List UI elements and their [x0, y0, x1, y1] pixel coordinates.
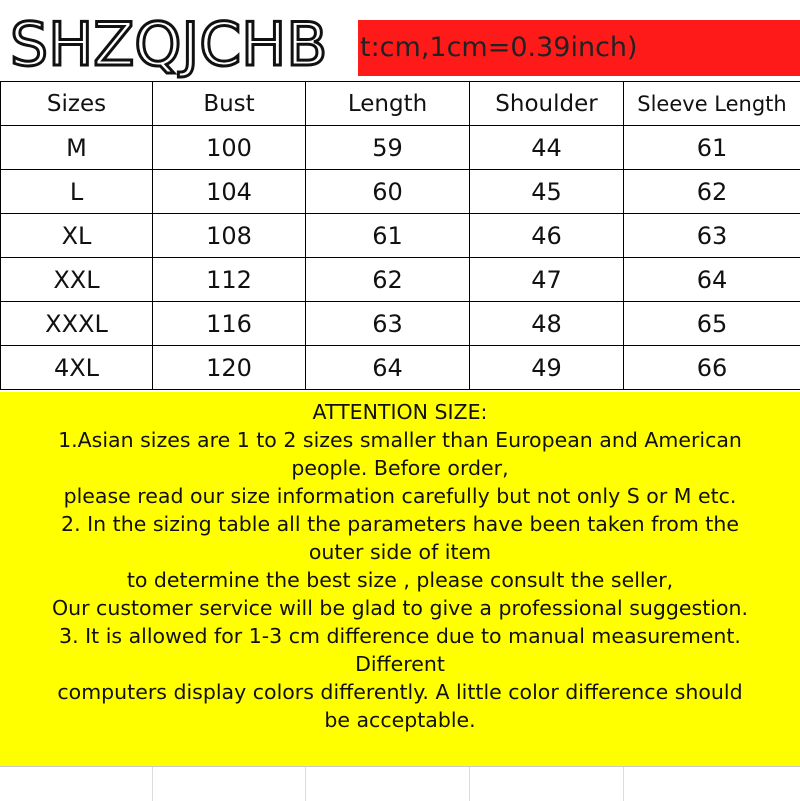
unit-banner	[358, 20, 800, 76]
cell-size: XXXL	[1, 302, 153, 346]
table-row	[1, 214, 800, 258]
cell-size: XL	[1, 214, 153, 258]
size-chart-table	[0, 81, 800, 390]
cell-sleeve-length: 61	[624, 126, 800, 170]
cell-sleeve-length: 65	[624, 302, 800, 346]
table-row	[1, 258, 800, 302]
column-header-bust: Bust	[153, 82, 306, 126]
cell-bust: 120	[153, 346, 306, 390]
notice-line: be acceptable.	[0, 706, 800, 734]
notice-line: 2. In the sizing table all the parameters have been taken from the	[0, 510, 800, 538]
notice-line: 1.Asian sizes are 1 to 2 sizes smaller than European and American	[0, 426, 800, 454]
notice-heading: ATTENTION SIZE:	[0, 398, 800, 426]
cell-length: 63	[306, 302, 470, 346]
table-header-row	[1, 82, 800, 126]
cell-size: XXL	[1, 258, 153, 302]
cell-shoulder: 44	[470, 126, 624, 170]
table-row	[1, 170, 800, 214]
cell-bust: 104	[153, 170, 306, 214]
unit-note: t:cm,1cm=0.39inch)	[360, 32, 638, 63]
notice-line: Different	[0, 650, 800, 678]
size-attention-notice	[0, 392, 800, 766]
cell-sleeve-length: 63	[624, 214, 800, 258]
column-header-sizes: Sizes	[1, 82, 153, 126]
cell-size: 4XL	[1, 346, 153, 390]
cell-bust: 108	[153, 214, 306, 258]
cell-bust: 112	[153, 258, 306, 302]
cell-bust: 100	[153, 126, 306, 170]
column-header-shoulder: Shoulder	[470, 82, 624, 126]
cell-length: 59	[306, 126, 470, 170]
cell-length: 60	[306, 170, 470, 214]
notice-line: outer side of item	[0, 538, 800, 566]
cell-sleeve-length: 62	[624, 170, 800, 214]
brand-watermark: SHZQJCHB	[10, 10, 360, 80]
cell-sleeve-length: 66	[624, 346, 800, 390]
notice-line: people. Before order,	[0, 454, 800, 482]
cell-shoulder: 49	[470, 346, 624, 390]
cell-shoulder: 48	[470, 302, 624, 346]
cell-size: M	[1, 126, 153, 170]
notice-line: to determine the best size , please consult the seller,	[0, 566, 800, 594]
table-row	[1, 126, 800, 170]
notice-line: please read our size information carefully but not only S or M etc.	[0, 482, 800, 510]
notice-line: 3. It is allowed for 1-3 cm difference due to manual measurement.	[0, 622, 800, 650]
notice-line: Our customer service will be glad to give a professional suggestion.	[0, 594, 800, 622]
table-row	[1, 346, 800, 390]
cell-bust: 116	[153, 302, 306, 346]
column-header-length: Length	[306, 82, 470, 126]
table-row	[1, 302, 800, 346]
cell-length: 62	[306, 258, 470, 302]
column-header-sleeve-length: Sleeve Length	[624, 82, 800, 126]
cell-length: 64	[306, 346, 470, 390]
cell-shoulder: 46	[470, 214, 624, 258]
spreadsheet-grid-remnant	[0, 766, 800, 801]
cell-shoulder: 45	[470, 170, 624, 214]
cell-sleeve-length: 64	[624, 258, 800, 302]
cell-shoulder: 47	[470, 258, 624, 302]
cell-size: L	[1, 170, 153, 214]
notice-line: computers display colors differently. A little color difference should	[0, 678, 800, 706]
cell-length: 61	[306, 214, 470, 258]
